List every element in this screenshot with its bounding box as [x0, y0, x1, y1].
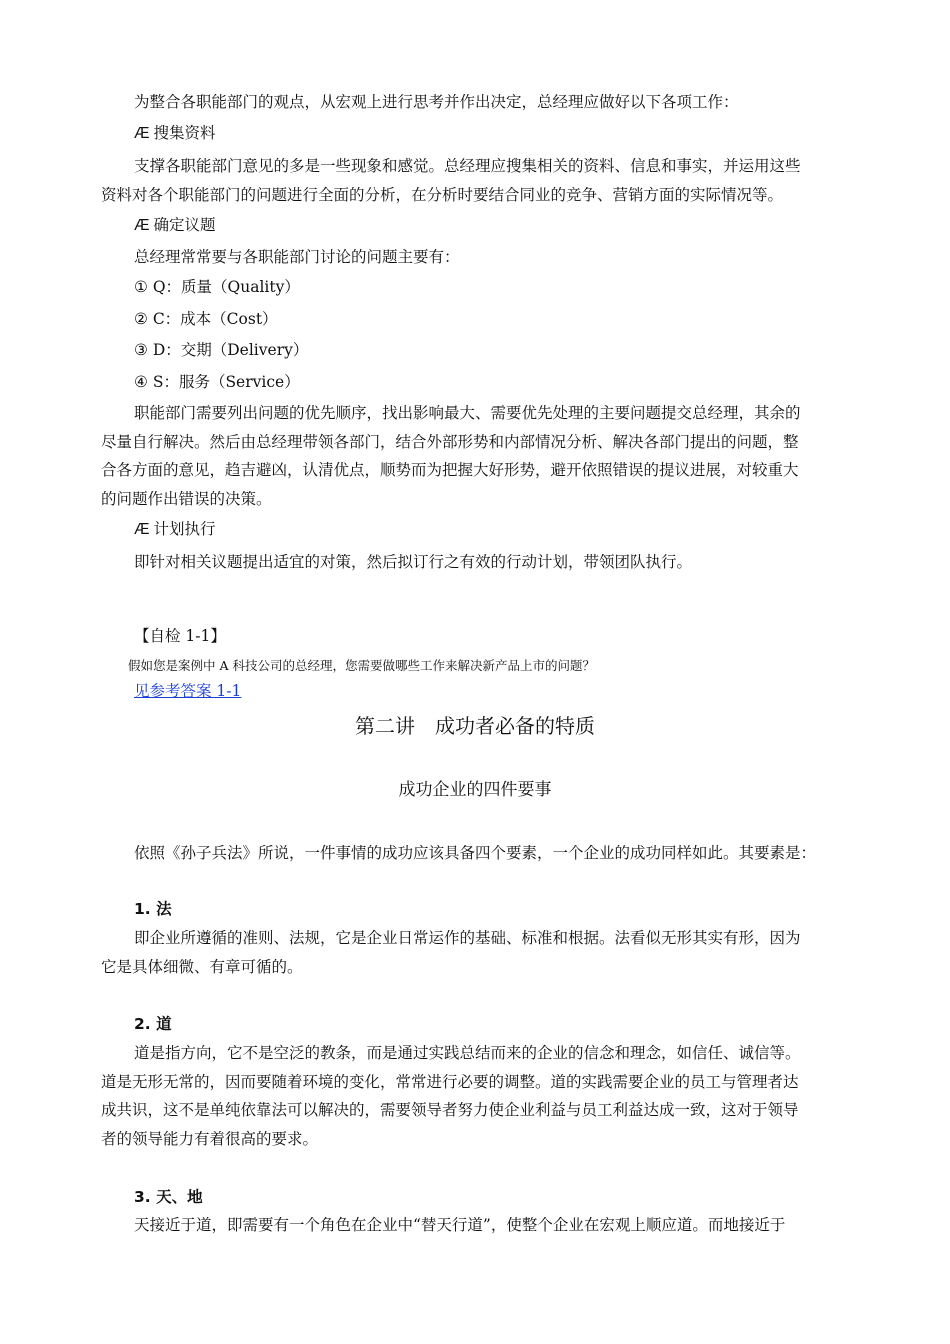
chapter-title: 第二讲 成功者必备的特质	[355, 714, 595, 738]
paragraph-line: 职能部门需要列出问题的优先顺序，找出影响最大、需要优先处理的主要问题提交总经理，其余的	[134, 404, 801, 422]
list-item-quality: ① Q：质量（Quality）	[134, 278, 300, 296]
section-title: 成功企业的四件要事	[398, 780, 552, 800]
bullet-title: 计划执行	[153, 520, 216, 538]
bullet-execute-plan	[134, 519, 216, 540]
paragraph-line: 它是具体细微、有章可循的。	[101, 958, 303, 976]
paragraph-line: 资料对各个职能部门的问题进行全面的分析，在分析时要结合同业的竞争、营销方面的实际情况等。	[101, 186, 784, 204]
paragraph-line: 尽量自行解决。然后由总经理带领各部门，结合外部形势和内部情况分析、解决各部门提出的问题，整	[101, 433, 799, 451]
paragraph-line: 成共识，这不是单纯依靠法可以解决的，需要领导者努力使企业利益与员工利益达成一致，这对于领导	[101, 1101, 799, 1119]
bullet-title: 确定议题	[153, 216, 216, 234]
intro-paragraph: 为整合各职能部门的观点，从宏观上进行思考并作出决定，总经理应做好以下各项工作：	[134, 93, 739, 111]
bullet-define-topics	[134, 215, 216, 236]
bullet-icon: Æ	[134, 217, 150, 234]
paragraph-line: 的问题作出错误的决策。	[101, 490, 272, 508]
paragraph-line: 道是指方向，它不是空泛的教条，而是通过实践总结而来的企业的信念和理念，如信任、诚信等。	[134, 1044, 801, 1062]
self-check-question: 假如您是案例中 A 科技公司的总经理，您需要做哪些工作来解决新产品上市的问题？	[128, 658, 595, 673]
paragraph-line: 即针对相关议题提出适宜的对策，然后拟订行之有效的行动计划，带领团队执行。	[134, 553, 693, 571]
item-heading-dao: 2. 道	[134, 1015, 172, 1033]
answer-link[interactable]: 见参考答案 1-1	[134, 682, 242, 700]
item-heading-tiandi: 3. 天、地	[134, 1188, 203, 1206]
list-item-cost: ② C：成本（Cost）	[134, 310, 278, 328]
bullet-title: 搜集资料	[153, 124, 216, 142]
bullet-collect-data	[134, 123, 216, 144]
list-item-delivery: ③ D：交期（Delivery）	[134, 341, 309, 359]
paragraph-line: 支撑各职能部门意见的多是一些现象和感觉。总经理应搜集相关的资料、信息和事实，并运用这些	[134, 157, 801, 175]
bullet-icon: Æ	[134, 521, 150, 538]
item-heading-fa: 1. 法	[134, 900, 172, 918]
paragraph-line: 总经理常常要与各职能部门讨论的问题主要有：	[134, 248, 460, 266]
bullet-icon: Æ	[134, 125, 150, 142]
list-item-service: ④ S：服务（Service）	[134, 373, 300, 391]
paragraph-line: 天接近于道，即需要有一个角色在企业中“替天行道”，使整个企业在宏观上顺应道。而地接近于	[134, 1216, 786, 1234]
paragraph-line: 者的领导能力有着很高的要求。	[101, 1130, 319, 1148]
paragraph-line: 道是无形无常的，因而要随着环境的变化，常常进行必要的调整。道的实践需要企业的员工与管理者达	[101, 1073, 799, 1091]
section-intro: 依照《孙子兵法》所说，一件事情的成功应该具备四个要素，一个企业的成功同样如此。其要素是：	[134, 844, 817, 862]
paragraph-line: 即企业所遵循的准则、法规，它是企业日常运作的基础、标准和根据。法看似无形其实有形，因为	[134, 929, 801, 947]
paragraph-line: 合各方面的意见，趋吉避凶，认清优点，顺势而为把握大好形势，避开依照错误的提议进展，对较重大	[101, 461, 799, 479]
self-check-label: 【自检 1-1】	[134, 627, 226, 645]
